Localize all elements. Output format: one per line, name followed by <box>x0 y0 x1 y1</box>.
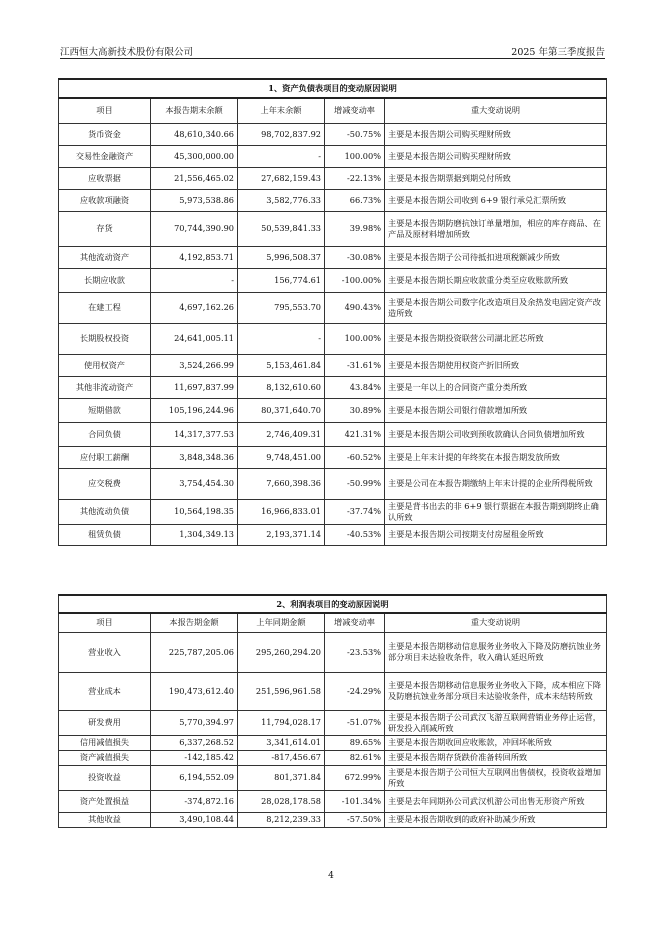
column-header-row <box>59 613 607 632</box>
row-item: 合同负债 <box>59 422 151 446</box>
col-header-current: 本报告期金额 <box>151 613 238 632</box>
row-current-value: 70,744,390.90 <box>151 211 238 246</box>
table-row <box>59 323 607 354</box>
row-item: 货币资金 <box>59 123 151 145</box>
row-item: 研发费用 <box>59 710 151 735</box>
row-note: 主要是本报告期公司银行借款增加所致 <box>385 398 607 422</box>
row-change-rate: -50.99% <box>325 468 385 499</box>
col-header-item: 项目 <box>59 613 151 632</box>
row-change-rate: -22.13% <box>325 167 385 189</box>
row-note: 主要是本报告期收回应收账款，冲回坏帐所致 <box>385 735 607 750</box>
row-item: 短期借款 <box>59 398 151 422</box>
row-item: 营业成本 <box>59 672 151 710</box>
col-header-previous: 上年同期金额 <box>238 613 325 632</box>
row-item: 其他流动资产 <box>59 246 151 268</box>
row-item: 交易性金融资产 <box>59 145 151 167</box>
row-item: 应付职工薪酬 <box>59 446 151 468</box>
row-current-value: 3,754,454.30 <box>151 468 238 499</box>
table-row <box>59 292 607 323</box>
column-header-row <box>59 98 607 123</box>
page-number: 4 <box>328 871 334 881</box>
table-row <box>59 632 607 672</box>
row-change-rate: 30.89% <box>325 398 385 422</box>
row-current-value: -142,185.42 <box>151 750 238 765</box>
row-note: 主要是本报告期公司数字化改造项目及余热发电固定资产改造所致 <box>385 292 607 323</box>
row-change-rate: 100.00% <box>325 323 385 354</box>
row-change-rate: -50.75% <box>325 123 385 145</box>
table-row <box>59 376 607 398</box>
row-item: 应收票据 <box>59 167 151 189</box>
row-current-value: 14,317,377.53 <box>151 422 238 446</box>
row-current-value: 45,300,000.00 <box>151 145 238 167</box>
row-note: 主要是本报告期子公司待抵扣进项税额减少所致 <box>385 246 607 268</box>
row-change-rate: -60.52% <box>325 446 385 468</box>
table-row <box>59 268 607 292</box>
row-note: 主要是本报告期收到的政府补助减少所致 <box>385 812 607 827</box>
row-current-value: 21,556,465.02 <box>151 167 238 189</box>
row-current-value: 5,973,538.86 <box>151 189 238 211</box>
row-current-value: 3,490,108.44 <box>151 812 238 827</box>
table-row <box>59 246 607 268</box>
row-previous-value: 50,539,841.33 <box>238 211 325 246</box>
row-current-value: 24,641,005.11 <box>151 323 238 354</box>
row-current-value: 5,770,394.97 <box>151 710 238 735</box>
row-current-value: 10,564,198.35 <box>151 499 238 524</box>
row-current-value: 3,848,348.36 <box>151 446 238 468</box>
row-note: 主要是本报告期公司购买理财所致 <box>385 123 607 145</box>
row-item: 其他流动负债 <box>59 499 151 524</box>
balance-sheet-table <box>58 78 607 546</box>
row-item: 租赁负债 <box>59 524 151 545</box>
row-change-rate: 89.65% <box>325 735 385 750</box>
row-previous-value: 5,996,508.37 <box>238 246 325 268</box>
row-current-value: 4,192,853.71 <box>151 246 238 268</box>
table-row <box>59 672 607 710</box>
col-header-item: 项目 <box>59 98 151 123</box>
row-current-value: 190,473,612.40 <box>151 672 238 710</box>
income-statement-table <box>58 594 607 828</box>
row-item: 在建工程 <box>59 292 151 323</box>
row-previous-value: - <box>238 323 325 354</box>
row-item: 其他收益 <box>59 812 151 827</box>
row-previous-value: 801,371.84 <box>238 765 325 790</box>
row-previous-value: 27,682,159.43 <box>238 167 325 189</box>
row-note: 主要是本报告期移动信息服务业务收入下降及防磨抗蚀业务部分项目未达验收条件，收入确认延迟所致 <box>385 632 607 672</box>
report-title: 2025 年第三季度报告 <box>511 47 605 58</box>
row-item: 应交税费 <box>59 468 151 499</box>
row-current-value: 1,304,349.13 <box>151 524 238 545</box>
row-previous-value: 295,260,294.20 <box>238 632 325 672</box>
table-row <box>59 499 607 524</box>
row-previous-value: 16,966,833.01 <box>238 499 325 524</box>
table-row <box>59 790 607 812</box>
row-item: 信用减值损失 <box>59 735 151 750</box>
row-change-rate: -37.74% <box>325 499 385 524</box>
row-previous-value: 251,596,961.58 <box>238 672 325 710</box>
row-previous-value: - <box>238 145 325 167</box>
row-item: 其他非流动资产 <box>59 376 151 398</box>
table-row <box>59 145 607 167</box>
row-item: 长期股权投资 <box>59 323 151 354</box>
row-note: 主要是一年以上的合同资产重分类所致 <box>385 376 607 398</box>
row-previous-value: 11,794,028.17 <box>238 710 325 735</box>
row-previous-value: 2,193,371.14 <box>238 524 325 545</box>
row-note: 主要是本报告期长期应收款重分类至应收账款所致 <box>385 268 607 292</box>
row-note: 主要是本报告期防磨抗蚀订单量增加，相应的库存商品、在产品及原材料增加所致 <box>385 211 607 246</box>
row-previous-value: 9,748,451.00 <box>238 446 325 468</box>
row-item: 投资收益 <box>59 765 151 790</box>
table-row <box>59 211 607 246</box>
row-item: 资产处置损益 <box>59 790 151 812</box>
row-note: 主要是本报告期子公司恒大互联网出售债权，投资收益增加所致 <box>385 765 607 790</box>
row-change-rate: 43.84% <box>325 376 385 398</box>
col-header-note: 重大变动说明 <box>385 613 607 632</box>
row-note: 主要是本报告期公司按期支付房屋租金所致 <box>385 524 607 545</box>
table-row <box>59 123 607 145</box>
row-current-value: 225,787,205.06 <box>151 632 238 672</box>
row-change-rate: -100.00% <box>325 268 385 292</box>
col-header-rate: 增减变动率 <box>325 98 385 123</box>
section-title-row <box>59 595 607 613</box>
section-title-row <box>59 79 607 98</box>
row-change-rate: -101.34% <box>325 790 385 812</box>
row-note: 主要是公司在本报告期缴纳上年末计提的企业所得税所致 <box>385 468 607 499</box>
col-header-rate: 增减变动率 <box>325 613 385 632</box>
row-note: 主要是上年末计提的年终奖在本报告期发放所致 <box>385 446 607 468</box>
row-current-value: 48,610,340.66 <box>151 123 238 145</box>
row-change-rate: -51.07% <box>325 710 385 735</box>
row-change-rate: 100.00% <box>325 145 385 167</box>
row-previous-value: 3,582,776.33 <box>238 189 325 211</box>
row-change-rate: 66.73% <box>325 189 385 211</box>
row-previous-value: 7,660,398.36 <box>238 468 325 499</box>
table-row <box>59 468 607 499</box>
row-note: 主要是本报告期移动信息服务业务收入下降，成本相应下降及防磨抗蚀业务部分项目未达验收条件，成本未结转所致 <box>385 672 607 710</box>
table-row <box>59 354 607 376</box>
table-row <box>59 750 607 765</box>
row-current-value: -374,872.16 <box>151 790 238 812</box>
row-change-rate: 39.98% <box>325 211 385 246</box>
col-header-note: 重大变动说明 <box>385 98 607 123</box>
row-previous-value: 28,028,178.58 <box>238 790 325 812</box>
page-header <box>60 36 605 59</box>
row-note: 主要是本报告期公司收到预收款确认合同负债增加所致 <box>385 422 607 446</box>
row-item: 长期应收款 <box>59 268 151 292</box>
row-change-rate: -40.53% <box>325 524 385 545</box>
row-item: 存货 <box>59 211 151 246</box>
table-row <box>59 167 607 189</box>
row-change-rate: -24.29% <box>325 672 385 710</box>
row-note: 主要是去年同期孙公司武汉机游公司出售无形资产所致 <box>385 790 607 812</box>
row-previous-value: 8,212,239.33 <box>238 812 325 827</box>
table-row <box>59 765 607 790</box>
row-previous-value: -817,456.67 <box>238 750 325 765</box>
table-row <box>59 524 607 545</box>
row-note: 主要是本报告期公司收到 6+9 银行承兑汇票所致 <box>385 189 607 211</box>
row-current-value: 6,337,268.52 <box>151 735 238 750</box>
row-current-value: 4,697,162.26 <box>151 292 238 323</box>
row-previous-value: 8,132,610.60 <box>238 376 325 398</box>
table-row <box>59 189 607 211</box>
row-change-rate: 672.99% <box>325 765 385 790</box>
row-change-rate: 421.31% <box>325 422 385 446</box>
row-item: 使用权资产 <box>59 354 151 376</box>
row-change-rate: -30.08% <box>325 246 385 268</box>
section1-title: 1、资产负债表项目的变动原因说明 <box>59 79 607 98</box>
row-change-rate: 490.43% <box>325 292 385 323</box>
row-change-rate: -23.53% <box>325 632 385 672</box>
row-change-rate: -57.50% <box>325 812 385 827</box>
row-previous-value: 98,702,837.92 <box>238 123 325 145</box>
row-change-rate: -31.61% <box>325 354 385 376</box>
row-previous-value: 5,153,461.84 <box>238 354 325 376</box>
row-previous-value: 3,341,614.01 <box>238 735 325 750</box>
col-header-current: 本报告期末余额 <box>151 98 238 123</box>
row-item: 资产减值损失 <box>59 750 151 765</box>
table-row <box>59 812 607 827</box>
row-note: 主要是本报告期子公司武汉飞游互联网营销业务停止运营，研发投入削减所致 <box>385 710 607 735</box>
row-previous-value: 156,774.61 <box>238 268 325 292</box>
row-current-value: - <box>151 268 238 292</box>
col-header-previous: 上年末余额 <box>238 98 325 123</box>
row-current-value: 11,697,837.99 <box>151 376 238 398</box>
table-row <box>59 398 607 422</box>
row-previous-value: 2,746,409.31 <box>238 422 325 446</box>
row-note: 主要是本报告期投资联营公司湖北匠芯所致 <box>385 323 607 354</box>
row-current-value: 3,524,266.99 <box>151 354 238 376</box>
row-current-value: 6,194,552.09 <box>151 765 238 790</box>
row-change-rate: 82.61% <box>325 750 385 765</box>
row-note: 主要是本报告期公司购买理财所致 <box>385 145 607 167</box>
row-note: 主要是本报告期存货跌价准备转回所致 <box>385 750 607 765</box>
row-note: 主要是本报告期票据到期兑付所致 <box>385 167 607 189</box>
row-previous-value: 795,553.70 <box>238 292 325 323</box>
company-name: 江西恒大高新技术股份有限公司 <box>60 47 194 58</box>
table-row <box>59 446 607 468</box>
row-item: 营业收入 <box>59 632 151 672</box>
row-previous-value: 80,371,640.70 <box>238 398 325 422</box>
row-note: 主要是本报告期使用权资产折旧所致 <box>385 354 607 376</box>
row-item: 应收款项融资 <box>59 189 151 211</box>
row-note: 主要是背书出去的非 6+9 银行票据在本报告期到期终止确认所致 <box>385 499 607 524</box>
table-row <box>59 422 607 446</box>
row-current-value: 105,196,244.96 <box>151 398 238 422</box>
table-row <box>59 735 607 750</box>
section2-title: 2、利润表项目的变动原因说明 <box>59 595 607 613</box>
table-row <box>59 710 607 735</box>
